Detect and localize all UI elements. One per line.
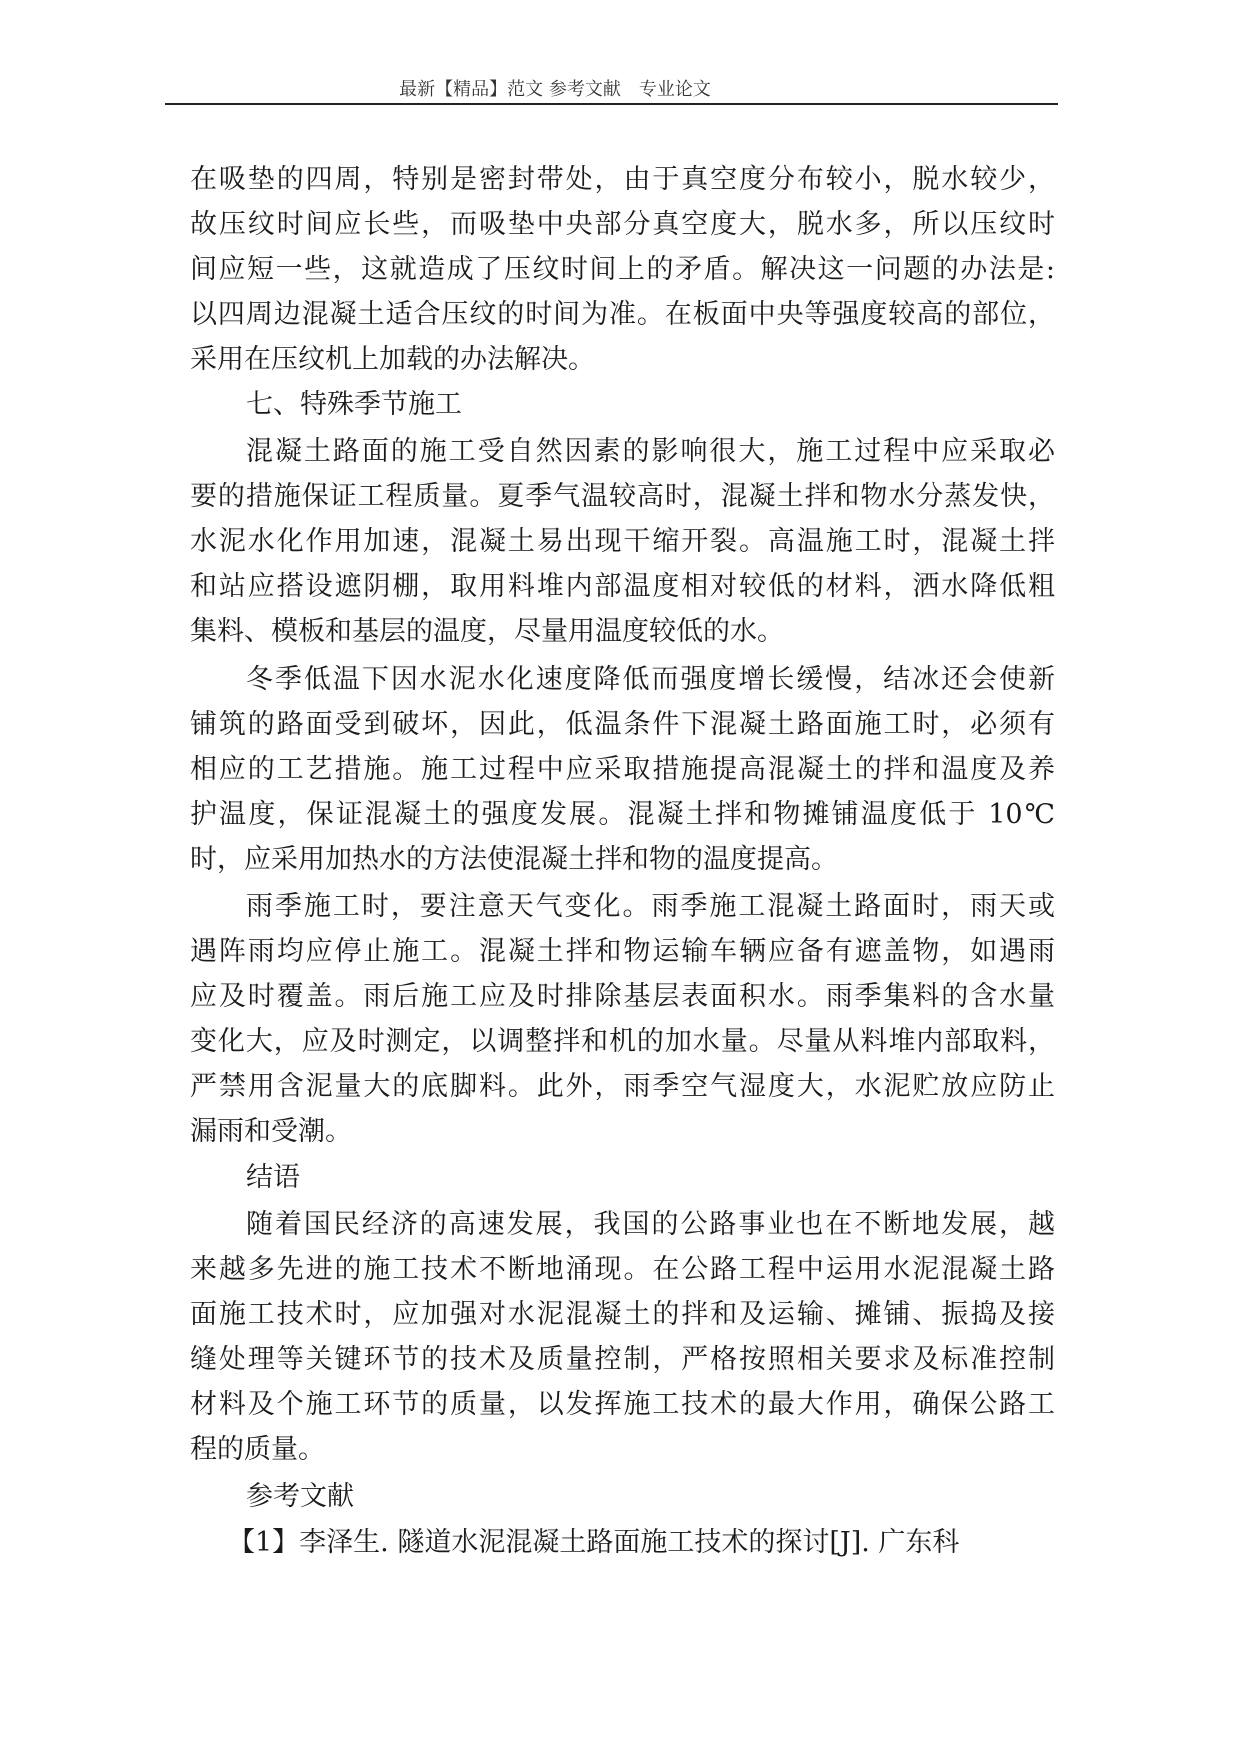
body-line: 混凝土路面的施工受自然因素的影响很大，施工过程中应采取必 (246, 436, 1055, 467)
body-line: 铺筑的路面受到破坏，因此，低温条件下混凝土路面施工时，必须有 (190, 709, 1055, 740)
body-line: 在吸垫的四周，特别是密封带处，由于真空度分布较小，脱水较少， (190, 164, 1055, 195)
body-line: 材料及个施工环节的质量，以发挥施工技术的最大作用，确保公路工 (190, 1389, 1055, 1420)
body-line: 水泥水化作用加速，混凝土易出现干缩开裂。高温施工时，混凝土拌 (190, 526, 1055, 557)
body-line: 相应的工艺措施。施工过程中应采取措施提高混凝土的拌和温度及养 (190, 754, 1055, 785)
body-line: 以四周边混凝土适合压纹的时间为准。在板面中央等强度较高的部位， (190, 299, 1055, 330)
body-line: 变化大，应及时测定，以调整拌和机的加水量。尽量从料堆内部取料， (190, 1026, 1055, 1057)
reference-item: 【1】李泽生. 隧道水泥混凝土路面施工技术的探讨[J]. 广东科 (228, 1527, 960, 1558)
header-rule (165, 103, 1058, 105)
section-heading-text: 结语 (246, 1162, 300, 1193)
body-line: 要的措施保证工程质量。夏季气温较高时，混凝土拌和物水分蒸发快， (190, 481, 1055, 512)
section-heading-text: 参考文献 (246, 1481, 354, 1512)
body-line: 严禁用含泥量大的底脚料。此外，雨季空气湿度大，水泥贮放应防止 (190, 1071, 1055, 1102)
body-line: 漏雨和受潮。 (190, 1116, 352, 1147)
body-line: 故压纹时间应长些，而吸垫中央部分真空度大，脱水多，所以压纹时 (190, 209, 1055, 240)
body-line: 随着国民经济的高速发展，我国的公路事业也在不断地发展，越 (246, 1209, 1055, 1240)
body-line: 时，应采用加热水的方法使混凝土拌和物的温度提高。 (190, 844, 838, 875)
body-line: 采用在压纹机上加载的办法解决。 (190, 344, 595, 375)
page-header: 最新【精品】范文 参考文献 专业论文 (399, 79, 711, 100)
body-line: 遇阵雨均应停止施工。混凝土拌和物运输车辆应备有遮盖物，如遇雨 (190, 936, 1055, 967)
body-line: 缝处理等关键环节的技术及质量控制，严格按照相关要求及标准控制 (190, 1344, 1055, 1375)
body-line: 程的质量。 (190, 1434, 325, 1465)
body-line: 和站应搭设遮阴棚，取用料堆内部温度相对较低的材料，洒水降低粗 (190, 571, 1055, 602)
body-line: 集料、模板和基层的温度，尽量用温度较低的水。 (190, 616, 784, 647)
body-line: 来越多先进的施工技术不断地涌现。在公路工程中运用水泥混凝土路 (190, 1254, 1055, 1285)
body-line: 面施工技术时，应加强对水泥混凝土的拌和及运输、摊铺、振捣及接 (190, 1299, 1055, 1330)
section-heading-text: 七、特殊季节施工 (246, 389, 462, 420)
body-line: 护温度，保证混凝土的强度发展。混凝土拌和物摊铺温度低于 10℃ (190, 799, 1055, 830)
body-line: 应及时覆盖。雨后施工应及时排除基层表面积水。雨季集料的含水量 (190, 981, 1055, 1012)
body-line: 冬季低温下因水泥水化速度降低而强度增长缓慢，结冰还会使新 (246, 664, 1055, 695)
body-line: 雨季施工时，要注意天气变化。雨季施工混凝土路面时，雨天或 (246, 891, 1055, 922)
body-line: 间应短一些，这就造成了压纹时间上的矛盾。解决这一问题的办法是: (190, 254, 1055, 285)
